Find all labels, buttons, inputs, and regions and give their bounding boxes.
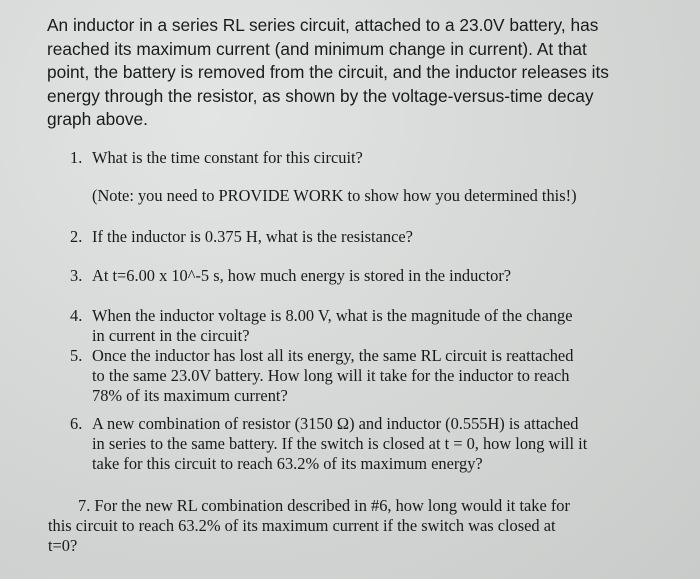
question-text [48, 496, 570, 516]
question-text-first: For the new RL combination described in #6, how long would it take for [94, 496, 570, 515]
intro-line: graph above. [47, 109, 148, 129]
intro-line: point, the battery is removed from the circuit, and the inductor releases its [47, 62, 609, 82]
intro-paragraph [47, 14, 677, 132]
question-text: to the same 23.0V battery. How long will it take for the inductor to reach [92, 366, 570, 385]
question-text: (Note: you need to PROVIDE WORK to show how you determined this!) [92, 186, 577, 205]
intro-line: An inductor in a series RL series circuit, attached to a 23.0V battery, has [47, 15, 599, 35]
question-number: 1. [70, 148, 83, 167]
intro-line: reached its maximum current (and minimum change in current). At that [47, 38, 587, 59]
question-1 [70, 148, 363, 168]
question-text: t=0? [48, 536, 78, 555]
question-text: Once the inductor has lost all its energy, the same RL circuit is reattached [92, 346, 574, 365]
question-3 [70, 266, 512, 286]
question-6 [70, 414, 588, 474]
question-text: this circuit to reach 63.2% of its maximum current if the switch was closed at [48, 516, 556, 535]
question-number: 4. [70, 306, 83, 325]
question-text: When the inductor voltage is 8.00 V, what is the magnitude of the change [92, 306, 573, 325]
question-2 [70, 227, 413, 247]
question-text: What is the time constant for this circuit? [92, 148, 363, 167]
question-text: At t=6.00 x 10^-5 s, how much energy is stored in the inductor? [92, 266, 512, 285]
question-text: If the inductor is 0.375 H, what is the resistance? [92, 227, 413, 246]
question-1-note [92, 186, 577, 206]
question-number: 2. [70, 227, 83, 246]
question-number: 7. [78, 496, 91, 515]
question-7 [48, 496, 570, 556]
intro-line: energy through the resistor, as shown by the voltage-versus-time decay [47, 85, 594, 106]
question-number: 6. [70, 414, 83, 433]
question-text: A new combination of resistor (3150 Ω) and inductor (0.555H) is attached [92, 414, 579, 433]
question-5 [70, 346, 574, 406]
question-text: in series to the same battery. If the switch is closed at t = 0, how long will it [92, 434, 588, 453]
question-4 [70, 306, 573, 346]
question-text: take for this circuit to reach 63.2% of its maximum energy? [92, 454, 483, 473]
question-text: in current in the circuit? [92, 326, 250, 345]
question-number: 5. [70, 346, 83, 365]
question-number: 3. [70, 266, 83, 285]
question-text: 78% of its maximum current? [92, 386, 288, 405]
